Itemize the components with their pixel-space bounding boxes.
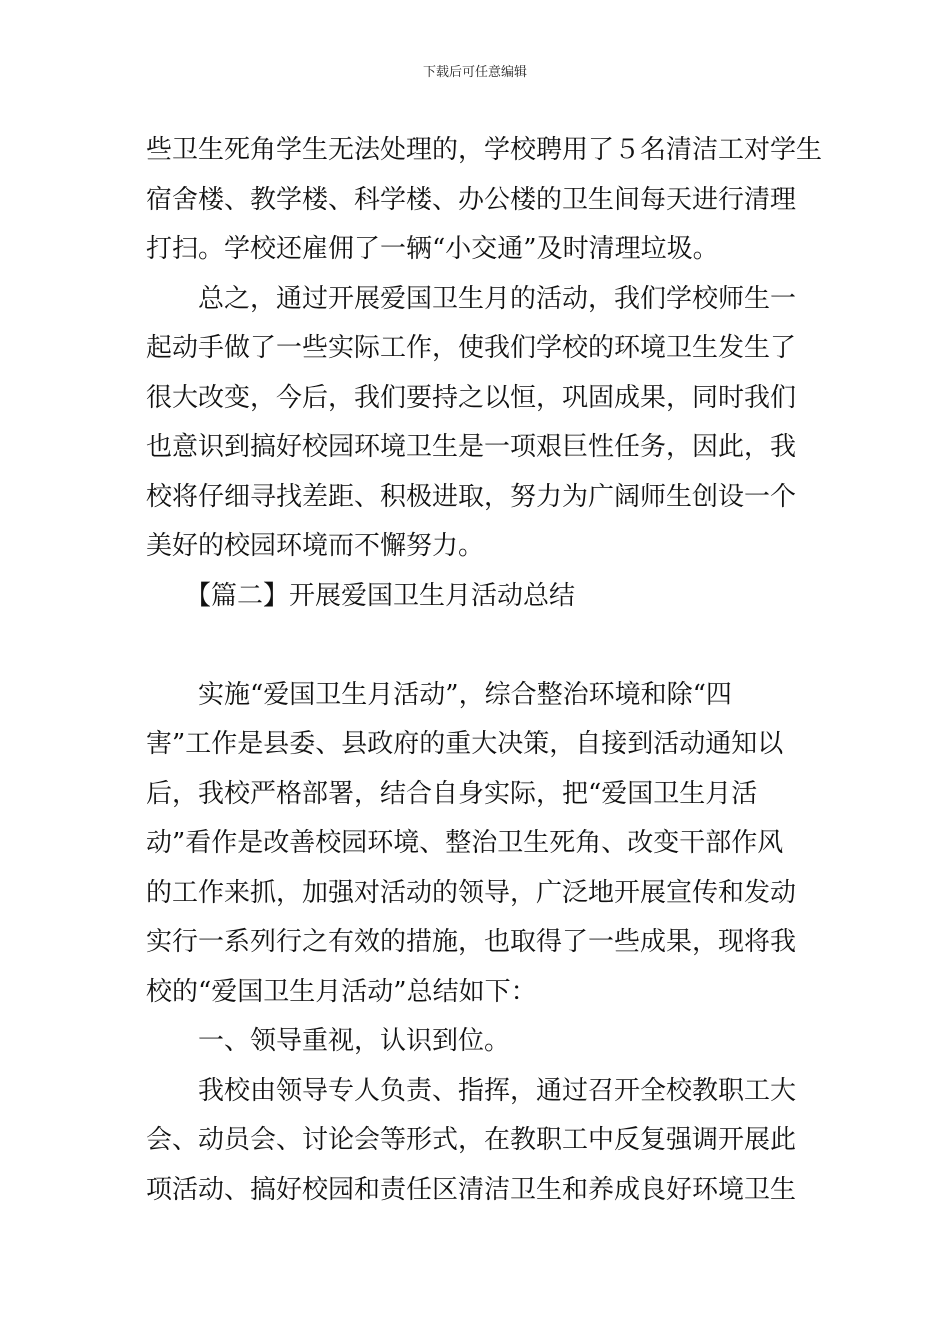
- paragraph-start-line: 我校由领导专人负责、指挥，通过召开全校教职工大: [146, 1075, 797, 1106]
- text-line: 宿舍楼、教学楼、科学楼、办公楼的卫生间每天进行清理: [146, 184, 797, 215]
- section-heading: 【篇二】开展爱国卫生月活动总结: [146, 580, 576, 611]
- document-body: [146, 126, 823, 1215]
- text-line: 动”看作是改善校园环境、整治卫生死角、改变干部作风: [146, 828, 784, 858]
- text-line: 校的“爱国卫生月活动”总结如下：: [146, 976, 537, 1007]
- subsection-heading: 一、领导重视，认识到位。: [146, 1026, 511, 1056]
- text-line: 的工作来抓，加强对活动的领导，广泛地开展宣传和发动: [146, 877, 797, 908]
- text-line: 项活动、搞好校园和责任区清洁卫生和养成良好环境卫生: [146, 1174, 797, 1205]
- text-line: 校将仔细寻找差距、积极进取，努力为广阔师生创设一个: [146, 481, 797, 512]
- page-header: 下载后可任意编辑: [422, 65, 527, 80]
- text-line: 打扫。学校还雇佣了一辆“小交通”及时清理垃圾。: [146, 234, 719, 264]
- blank-line: [146, 621, 806, 671]
- text-line: 会、动员会、讨论会等形式，在教职工中反复强调开展此: [146, 1125, 797, 1155]
- text-line: 害”工作是县委、县政府的重大决策，自接到活动通知以: [146, 729, 784, 759]
- text-line: 美好的校园环境而不懈努力。: [146, 531, 485, 561]
- text-line: 起动手做了一些实际工作，使我们学校的环境卫生发生了: [146, 333, 797, 363]
- text-line: 些卫生死角学生无法处理的，学校聘用了５名清洁工对学生: [146, 135, 823, 165]
- text-line: 实行一系列行之有效的措施，也取得了一些成果，现将我: [146, 927, 797, 957]
- paragraph-start-line: 总之，通过开展爱国卫生月的活动，我们学校师生一: [146, 283, 797, 314]
- text-line: 很大改变，今后，我们要持之以恒，巩固成果，同时我们: [146, 382, 797, 413]
- paragraph-start-line: 实施“爱国卫生月活动”，综合整治环境和除“四: [146, 679, 732, 710]
- text-line: 也意识到搞好校园环境卫生是一项艰巨性任务，因此，我: [146, 432, 797, 462]
- text-line: 后，我校严格部署，结合自身实际，把“爱国卫生月活: [146, 778, 758, 809]
